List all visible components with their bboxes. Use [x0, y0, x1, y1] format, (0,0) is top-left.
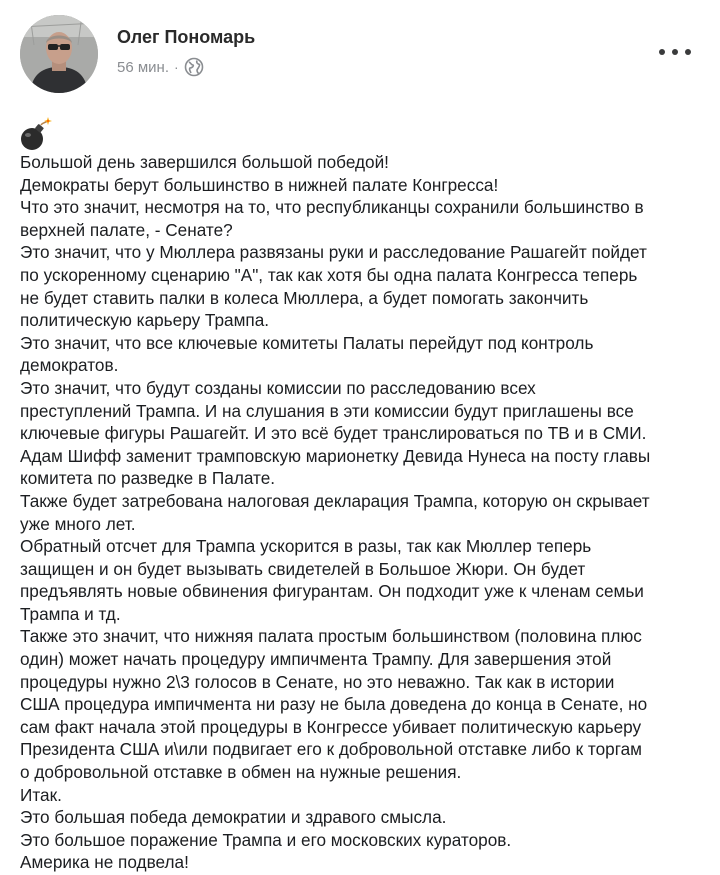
globe-icon — [184, 57, 204, 77]
post-text-line: не будет ставить палки в колеса Мюллера, а будет помогать закончить — [20, 287, 589, 308]
post-timestamp[interactable]: 56 мин. — [117, 58, 169, 76]
post-text — [20, 151, 710, 874]
post-text-line: комитета по разведке в Палате. — [20, 468, 276, 489]
post-text-line: ключевые фигуры Рашагейт. И это всё будет транслироваться по ТВ и в СМИ. — [20, 423, 647, 444]
post-text-line: защищен и он будет вызывать свидетелей в Большое Жюри. Он будет — [20, 558, 586, 579]
post-text-line: Адам Шифф заменит трамповскую марионетку Девида Нунеса на посту главы — [20, 445, 651, 466]
post-text-line: Это значит, что будут созданы комиссии по расследованию всех — [20, 377, 536, 398]
more-options-button[interactable] — [655, 42, 695, 62]
more-options-icon — [659, 49, 665, 55]
post-text-line: Большой день завершился большой победой! — [20, 152, 389, 172]
more-options-dot — [672, 49, 678, 55]
post-text-line: один) может начать процедуру импичмента Трампу. Для завершения этой — [20, 649, 612, 670]
post-text-line: о добровольной отставке в обмен на нужные решения. — [20, 762, 462, 783]
post-text-line: Это значит, что у Мюллера развязаны руки и расследование Рашагейт пойдет — [20, 242, 647, 263]
post-header — [0, 0, 720, 110]
avatar-photo — [20, 15, 98, 93]
author-name[interactable]: Олег Пономарь — [117, 27, 256, 47]
bomb-icon — [18, 117, 54, 153]
post-text-line: Обратный отсчет для Трампа ускорится в разы, так как Мюллер теперь — [20, 536, 592, 557]
post-text-line: уже много лет. — [20, 513, 136, 534]
post-text-line: США процедура импичмента ни разу не была доведена до конца в Сенате, но — [20, 694, 648, 715]
post-text-line: Трампа и тд. — [20, 603, 121, 624]
post-text-line: преступлений Трампа. И на слушания в эти комиссии будут приглашены все — [20, 400, 634, 421]
post-text-line: демократов. — [20, 355, 119, 376]
post-text-line: верхней палате, - Сенате? — [20, 219, 233, 240]
post-text-line: по ускоренному сценарию "А", так как хотя бы одна палата Конгресса теперь — [20, 264, 638, 285]
post-text-line: Это большая победа демократии и здравого смысла. — [20, 807, 447, 828]
post-text-line: Также это значит, что нижняя палата простым большинством (половина плюс — [20, 626, 642, 647]
post-text-line: Президента США и\или подвигает его к добровольной отставке либо к торгам — [20, 739, 642, 760]
post-text-line: процедуры нужно 2\3 голосов в Сенате, но это неважно. Так как в истории — [20, 671, 615, 692]
author-avatar[interactable] — [20, 15, 98, 93]
post-text-line: политическую карьеру Трампа. — [20, 310, 270, 331]
post-text-line: Также будет затребована налоговая декларация Трампа, которую он скрывает — [20, 490, 650, 511]
post-meta — [117, 56, 204, 78]
post-text-line: сам факт начала этой процедуры в Конгрессе убивает политическую карьеру — [20, 716, 642, 737]
post-text-line: Это значит, что все ключевые комитеты Палаты перейдут под контроль — [20, 332, 594, 353]
meta-separator: · — [174, 59, 179, 75]
post-text-line: Что это значит, несмотря на то, что республиканцы сохранили большинство в — [20, 197, 644, 218]
post-text-line: Америка не подвела! — [20, 852, 189, 873]
post-text-line: Итак. — [20, 784, 62, 805]
post-text-line: Демократы берут большинство в нижней палате Конгресса! — [20, 174, 499, 195]
more-options-dot — [685, 49, 691, 55]
post-text-line: предъявлять новые обвинения фигурантам. Он подходит уже к членам семьи — [20, 581, 644, 602]
post-text-line: Это большое поражение Трампа и его московских кураторов. — [20, 829, 512, 850]
